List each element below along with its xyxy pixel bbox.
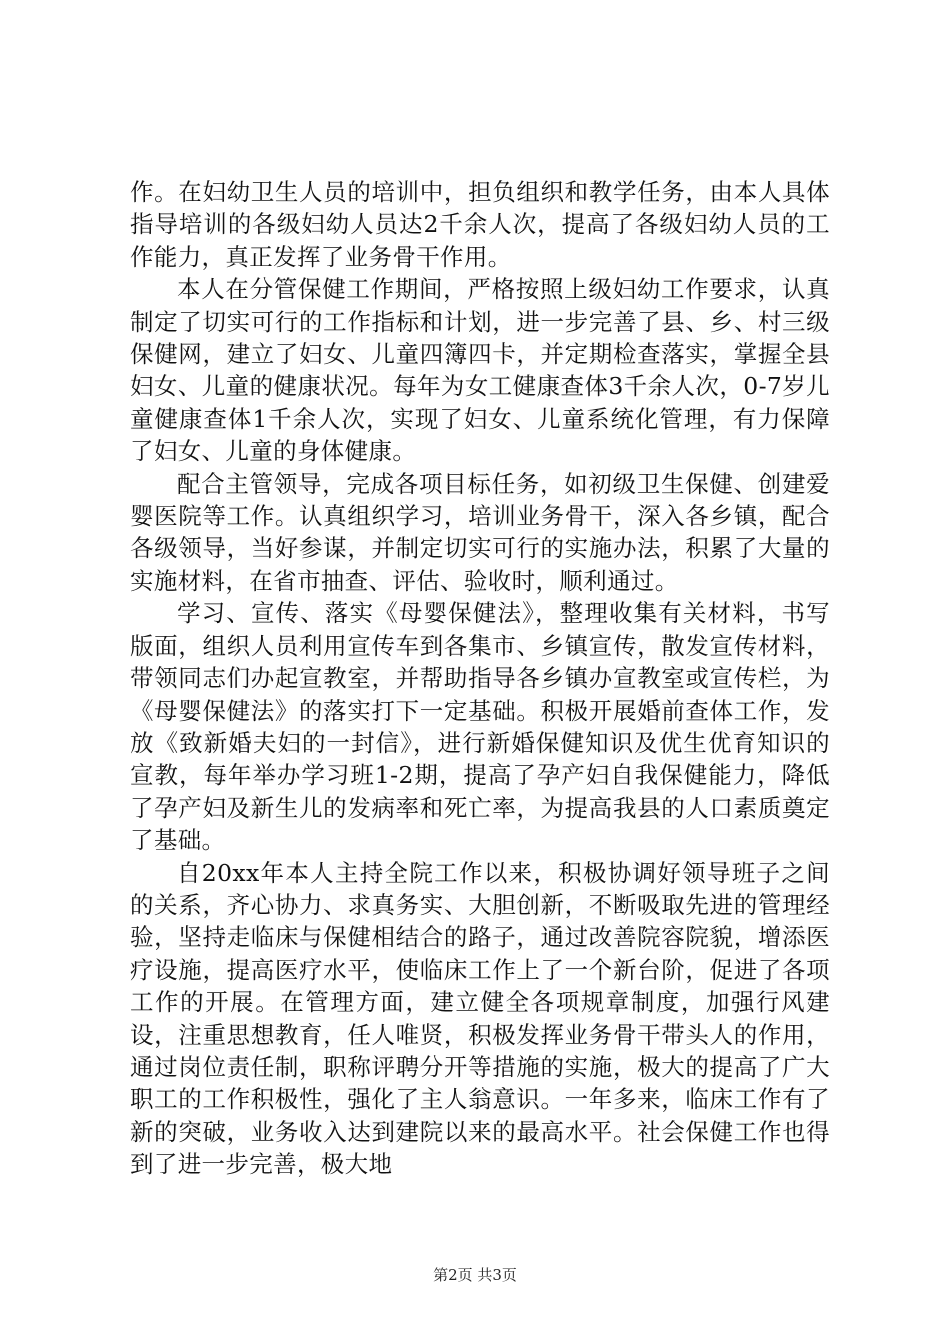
paragraph-target-tasks: 配合主管领导，完成各项目标任务，如初级卫生保健、创建爱婴医院等工作。认真组织学习，培训业务骨干，深入各乡镇，配合各级领导，当好参谋，并制定切实可行的实施办法，积累了大量的实施材料，在省市抽查、评估、验收时，顺利通过。 — [130, 469, 830, 595]
document-body — [130, 176, 830, 1181]
paragraph-health-management: 本人在分管保健工作期间，严格按照上级妇幼工作要求，认真制定了切实可行的工作指标和计划，进一步完善了县、乡、村三级保健网，建立了妇女、儿童四簿四卡，并定期检查落实，掌握全县妇女、儿童的健康状况。每年为女工健康查体3千余人次，0-7岁儿童健康查体1千余人次，实现了妇女、儿童系统化管理，有力保障了妇女、儿童的身体健康。 — [130, 275, 830, 466]
paragraph-hospital-leadership: 自20xx年本人主持全院工作以来，积极协调好领导班子之间的关系，齐心协力、求真务实、大胆创新，不断吸取先进的管理经验，坚持走临床与保健相结合的路子，通过改善院容院貌，增添医疗设施，提高医疗水平，使临床工作上了一个新台阶，促进了各项工作的开展。在管理方面，建立健全各项规章制度，加强行风建设，注重思想教育，任人唯贤，积极发挥业务骨干带头人的作用，通过岗位责任制，职称评聘分开等措施的实施，极大的提高了广大职工的工作积极性，强化了主人翁意识。一年多来，临床工作有了新的突破，业务收入达到建院以来的最高水平。社会保健工作也得到了进一步完善，极大地 — [130, 858, 830, 1179]
page-footer: 第2页 共3页 — [433, 1266, 517, 1284]
paragraph-continuation: 作。在妇幼卫生人员的培训中，担负组织和教学任务，由本人具体指导培训的各级妇幼人员达2千余人次，提高了各级妇幼人员的工作能力，真正发挥了业务骨干作用。 — [130, 178, 830, 271]
paragraph-maternal-law: 学习、宣传、落实《母婴保健法》，整理收集有关材料，书写版面，组织人员利用宣传车到各集市、乡镇宣传，散发宣传材料，带领同志们办起宣教室，并帮助指导各乡镇办宣教室或宣传栏，为《母婴保健法》的落实打下一定基础。积极开展婚前查体工作，发放《致新婚夫妇的一封信》，进行新婚保健知识及优生优育知识的宣教，每年举办学习班1-2期，提高了孕产妇自我保健能力，降低了孕产妇及新生儿的发病率和死亡率，为提高我县的人口素质奠定了基础。 — [130, 599, 830, 855]
